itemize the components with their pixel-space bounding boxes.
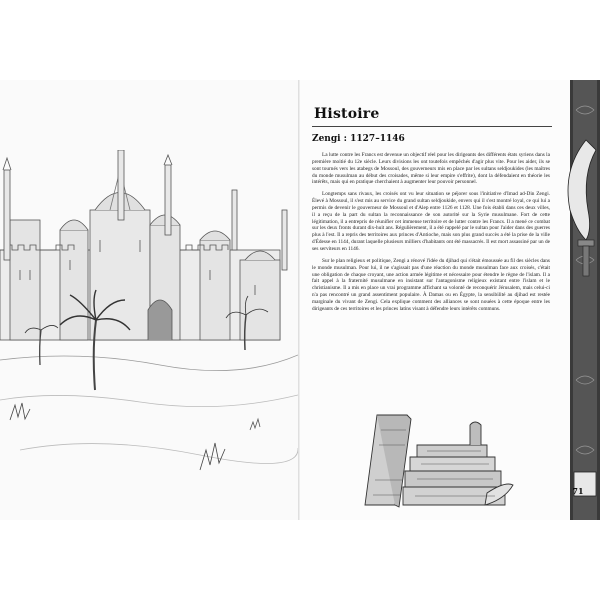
body-text xyxy=(312,152,550,318)
city-illustration xyxy=(0,150,298,520)
paragraph-3: Sur le plan religieux et politique, Zengi a rénové l'idée du djihad qui s'était émoussée au fil des siècles dans le monde musulman. Pour lui, il ne s'agissait pas d'une réaction du monde musulman face aux croisés, c'était une obligation de chaque croyant, une action armée légitime et nécessaire pour étendre le règne de l'islam. Il a fait appel à la fraternité musulmane en insistant sur l'antagonisme religieux existant entre l'islam et le christianisme. Il a mis en place un vrai programme affichant sa volonté de reconquérir Jérusalem, mais celui-ci n'a pas rencontré un grand assentiment populaire. À Damas ou en Égypte, la sensibilité au djihad est restée marginale du vivant de Zengi. Cela explique comment des alliances se sont nouées à cette époque entre les dirigeants de ces territoires et les princes latins visant à défendre leurs intérêts communs. xyxy=(312,257,550,312)
page-number: 71 xyxy=(572,486,584,496)
decorative-border xyxy=(556,80,600,520)
paragraph-2: Longtemps sans rivaux, les croisés ont vu leur situation se péjorer sous l'initiative d'Imad ad-Din Zengi. Élevé à Mossoul, il s'est mis au service du grand sultan seldjoukide, envers qui il s'est montré loyal, ce qui lui a permis de devenir le gouverneur de Mossoul et d'Alep entre 1126 et 1128. Une fois établi dans ces deux villes, il a reçu de la part du sultan la reconnaissance de son autorité sur la Syrie musulmane. Fort de cette légitimation, il a entrepris de réunifier cet immense territoire et de lutter contre les Francs. Il a mené ce combat sur les deux fronts durant dix-huit ans. Régulièrement, il a été rappelé par le sultan pour l'aider dans des guerres plus à l'est. Il a repris des territoires aux princes d'Antioche, mais son plus grand succès a été la prise de la ville d'Édesse en 1144, durant laquelle plusieurs milliers d'habitants ont été massacrés. Il est mort assassiné par un de ses serviteurs en 1146. xyxy=(312,191,550,252)
paragraph-1: La lutte contre les Francs est devenue un objectif réel pour les dirigeants des différents états syriens dans la première moitié du 12e siècle. Leurs divisions les ont toutefois empêchés d'agir plus vite. Pour les aider, ils se sont tournés vers les atabegs de Mossoul, des gouverneurs mis en place par les sultans seldjoukides (les maîtres du monde musulman au début des croisades, même si leur empire s'effrite), dont la défendaient en théorie les intérêts, mais qui en pratique cherchaient à augmenter leur pouvoir personnel. xyxy=(312,152,550,186)
books-illustration xyxy=(355,405,515,510)
page-title: Histoire xyxy=(314,106,380,122)
title-rule xyxy=(312,126,552,127)
section-subtitle: Zengi : 1127–1146 xyxy=(312,134,405,144)
